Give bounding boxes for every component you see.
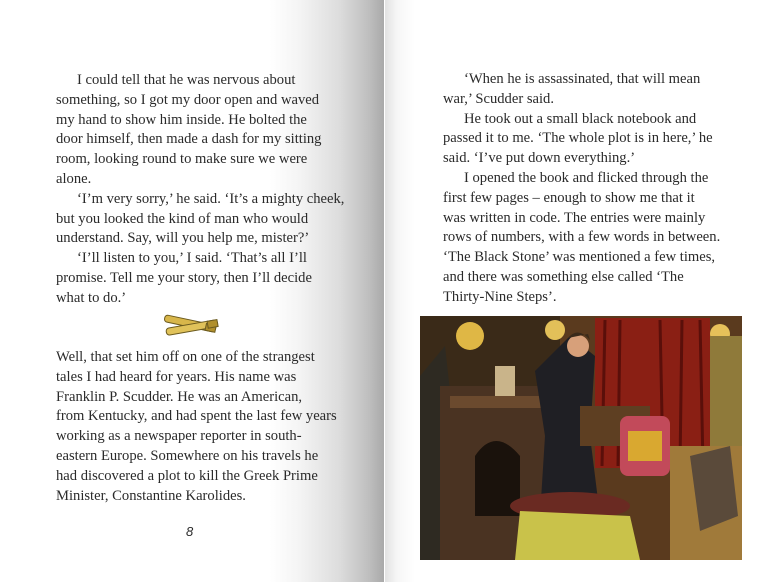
text-line: ‘The Black Stone’ was mentioned a few times, bbox=[443, 249, 716, 266]
text-line: promise. Tell me your story, then I’ll decide bbox=[56, 270, 312, 286]
text-line: room, looking round to make sure we were bbox=[56, 151, 308, 168]
text-line: passed it to me. ‘The whole plot is in here,’ he bbox=[443, 130, 713, 147]
text-line: tales I had heard for years. His name was bbox=[56, 368, 297, 385]
text-line: ‘I’m very sorry,’ he said. ‘It’s a mighty cheek, bbox=[77, 190, 345, 207]
text-line: Franklin P. Scudder. He was an American, bbox=[56, 388, 303, 405]
text-line: from Kentucky, and had spent the last few years bbox=[56, 408, 337, 425]
text-line: and there was something else called ‘The bbox=[443, 269, 684, 285]
text-line: war,’ Scudder said. bbox=[443, 90, 554, 107]
text-line: but you looked the kind of man who would bbox=[56, 210, 309, 227]
text-line: rows of numbers, with a few words in between. bbox=[443, 229, 721, 246]
text-line: alone. bbox=[56, 171, 92, 187]
text-line: eastern Europe. Somewhere on his travels he bbox=[56, 448, 319, 464]
text-line: ‘When he is assassinated, that will mean bbox=[464, 71, 701, 87]
text-line: Well, that set him off on one of the strangest bbox=[56, 349, 315, 365]
text-line: was written in code. The entries were mainly bbox=[443, 209, 706, 226]
text-line: ‘I’ll listen to you,’ I said. ‘That’s all I’ll bbox=[77, 250, 307, 267]
page-number: 8 bbox=[186, 524, 194, 539]
crossed-cartridges-ornament-icon bbox=[160, 310, 224, 342]
illustration-study-scene bbox=[420, 316, 742, 560]
text-line: door himself, then made a dash for my sitting bbox=[56, 131, 322, 148]
text-line: first few pages – enough to show me that it bbox=[443, 189, 695, 206]
text-line: I could tell that he was nervous about bbox=[77, 72, 296, 88]
text-line: my hand to show him inside. He bolted the bbox=[56, 111, 307, 128]
text-line: Thirty-Nine Steps’. bbox=[443, 288, 557, 305]
text-line: working as a newspaper reporter in south- bbox=[56, 428, 302, 445]
text-line: something, so I got my door open and waved bbox=[56, 91, 320, 108]
text-line: understand. Say, will you help me, mister?’ bbox=[56, 230, 310, 247]
text-line: I opened the book and flicked through the bbox=[464, 170, 709, 186]
text-line: what to do.’ bbox=[56, 289, 127, 306]
text-line: He took out a small black notebook and bbox=[464, 110, 697, 127]
text-line: said. ‘I’ve put down everything.’ bbox=[443, 150, 636, 167]
text-line: Minister, Constantine Karolides. bbox=[56, 487, 246, 504]
text-line: had discovered a plot to kill the Greek Prime bbox=[56, 467, 318, 484]
